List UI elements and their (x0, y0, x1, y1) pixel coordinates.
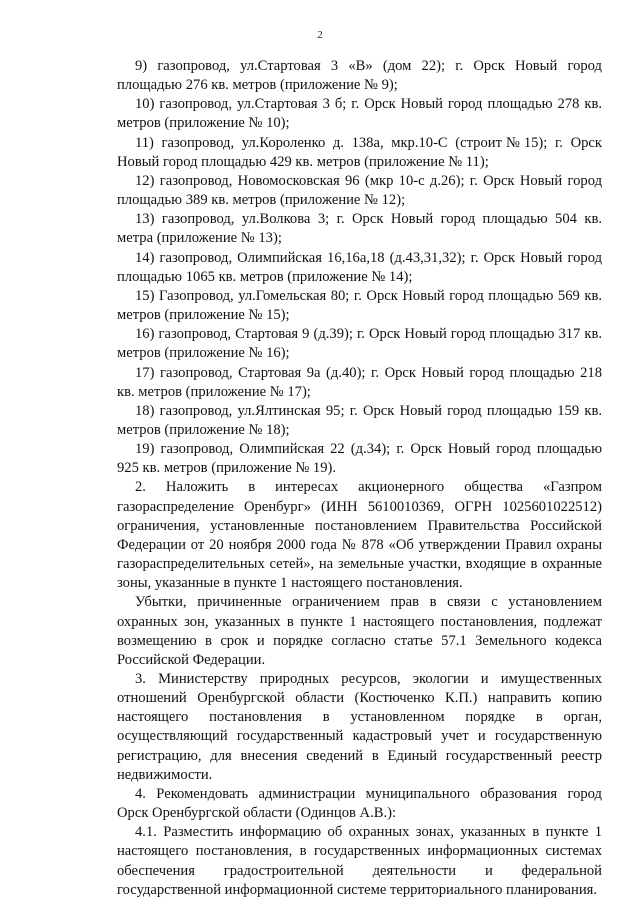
list-item-13: 13) газопровод, ул.Волкова 3; г. Орск Новый город площадью 504 кв. метра (приложение № 13); (117, 211, 602, 247)
section-4-paragraph: 4. Рекомендовать администрации муниципального образования город Орск Оренбургской области (Одинцов А.В.): (117, 785, 602, 822)
list-item-15: 15) Газопровод, ул.Гомельская 80; г. Орск Новый город площадью 569 кв. метров (приложение № 15); (117, 287, 602, 324)
list-item-9: 9) газопровод, ул.Стартовая 3 «В» (дом 22); г. Орск Новый город площадью 276 кв. метров (приложение № 9); (117, 58, 602, 94)
list-item-11: 11) газопровод, ул.Короленко д. 138а, мкр.10-С (строит№15); г. Орск Новый город площадью 429 кв. метров (приложение № 11); (117, 134, 602, 170)
document-body (117, 57, 602, 900)
list-item-18: 18) газопровод, ул.Ялтинская 95; г. Орск Новый город площадью 159 кв. метров (приложение № 18); (117, 402, 602, 438)
section-4-1-paragraph: 4.1. Разместить информацию об охранных зонах, указанных в пункте 1 настоящего постановления, в государственных информационных системах обеспечения градостроительной деятельности и федеральной государственной информационной системе территориального планирования. (117, 824, 602, 898)
section-2-paragraph: 2. Наложить в интересах акционерного общества «Газпром газораспределение Оренбург» (ИНН 5610010369, ОГРН 1025601022512) ограничения, установленные постановлением Правительства Российской Федерации от 20 ноября 2000 года № 878 «Об утверждении Правил охраны газораспределительных сетей», на земельные участки, входящие в охранные зоны, указанные в пункте 1 настоящего постановления. (117, 479, 602, 592)
list-item-10: 10) газопровод, ул.Стартовая 3 б; г. Орск Новый город площадью 278 кв. метров (приложение № 10); (117, 96, 602, 132)
list-item-19: 19) газопровод, Олимпийская 22 (д.34); г. Орск Новый город площадью 925 кв. метров (приложение № 19). (117, 441, 602, 477)
page-number: 2 (317, 29, 323, 41)
damages-paragraph: Убытки, причиненные ограничением прав в связи с установлением охранных зон, указанных в пункте 1 настоящего постановления, подлежат возмещению в срок и порядке согласно статье 57.1 Земельного кодекса Российской Федерации. (117, 594, 602, 668)
list-item-12: 12) газопровод, Новомосковская 96 (мкр 10-с д.26); г. Орск Новый город площадью 389 кв. метров (приложение № 12); (117, 172, 602, 209)
section-3-paragraph: 3. Министерству природных ресурсов, экологии и имущественных отношений Оренбургской области (Костюченко К.П.) направить копию настоящего постановления в установленном порядке в орган, осуществляющий государственный кадастровый учет и государственную регистрацию, для внесения сведений в Единый государственный реестр недвижимости. (117, 671, 602, 783)
list-item-17: 17) газопровод, Стартовая 9а (д.40); г. Орск Новый город площадью 218 кв. метров (приложение № 17); (117, 364, 602, 400)
list-item-16: 16) газопровод, Стартовая 9 (д.39); г. Орск Новый город площадью 317 кв. метров (приложение № 16); (117, 326, 602, 362)
list-item-14: 14) газопровод, Олимпийская 16,16а,18 (д.43,31,32); г. Орск Новый город площадью 1065 кв. метров (приложение № 14); (117, 249, 602, 285)
